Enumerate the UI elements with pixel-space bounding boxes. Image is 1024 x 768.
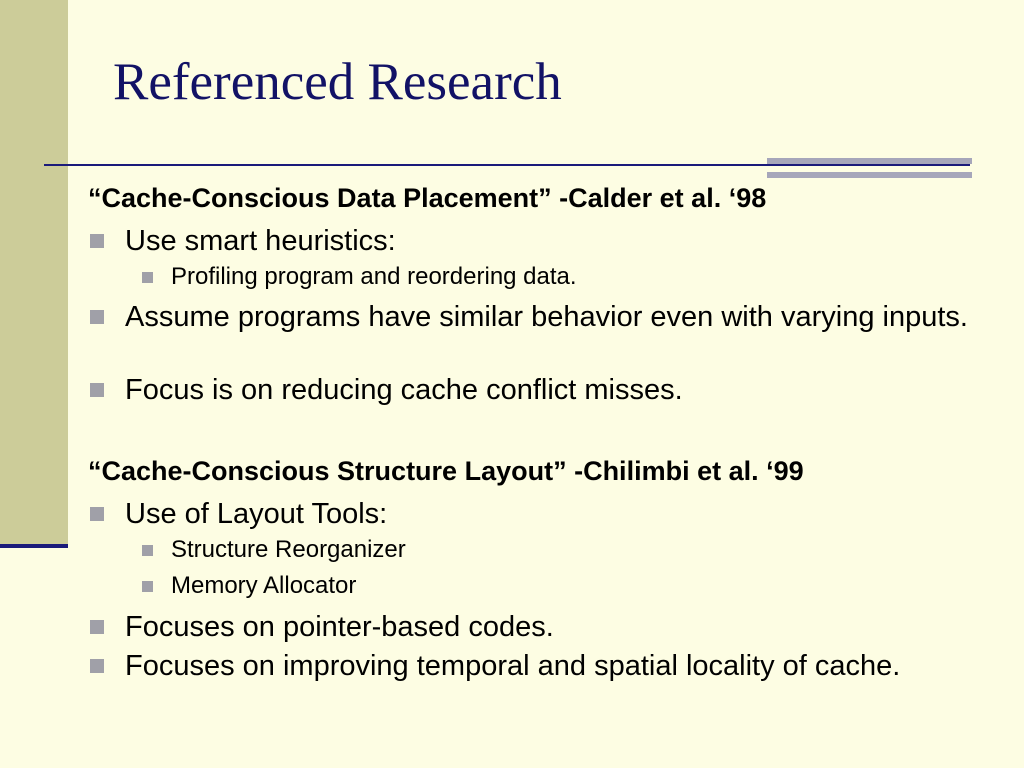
bullet-item	[125, 497, 1015, 531]
bullet-text: Use smart heuristics:	[125, 225, 396, 257]
square-bullet-icon	[90, 234, 104, 248]
square-bullet-icon	[90, 659, 104, 673]
square-bullet-icon	[142, 272, 153, 283]
bullet-item	[125, 373, 1015, 407]
sub-bullet-item	[171, 262, 577, 292]
section-heading-calder: “Cache-Conscious Data Placement” -Calder et al. ‘98	[88, 183, 767, 213]
square-bullet-icon	[90, 383, 104, 397]
sub-bullet-item	[171, 535, 406, 565]
square-bullet-icon	[90, 310, 104, 324]
bullet-text: Focuses on pointer-based codes.	[125, 611, 554, 643]
bullet-text: Focus is on reducing cache conflict misses.	[125, 374, 683, 406]
square-bullet-icon	[90, 620, 104, 634]
bullet-item	[125, 610, 1015, 644]
bullet-item	[125, 224, 1015, 258]
square-bullet-icon	[142, 581, 153, 592]
bullet-text: Focuses on improving temporal and spatial locality of cache.	[125, 650, 901, 682]
bullet-text: Use of Layout Tools:	[125, 498, 388, 530]
square-bullet-icon	[142, 545, 153, 556]
sub-bullet-text: Structure Reorganizer	[171, 536, 406, 563]
bullet-item	[125, 649, 1015, 683]
sub-bullet-text: Profiling program and reordering data.	[171, 263, 577, 290]
bullet-text: Assume programs have similar behavior even with varying inputs.	[125, 301, 968, 333]
square-bullet-icon	[90, 507, 104, 521]
slide-title: Referenced Research	[113, 53, 562, 111]
sub-bullet-item	[171, 571, 356, 601]
sub-bullet-text: Memory Allocator	[171, 572, 357, 599]
bullet-item	[125, 300, 1015, 334]
section-heading-chilimbi: “Cache-Conscious Structure Layout” -Chilimbi et al. ‘99	[88, 456, 804, 486]
